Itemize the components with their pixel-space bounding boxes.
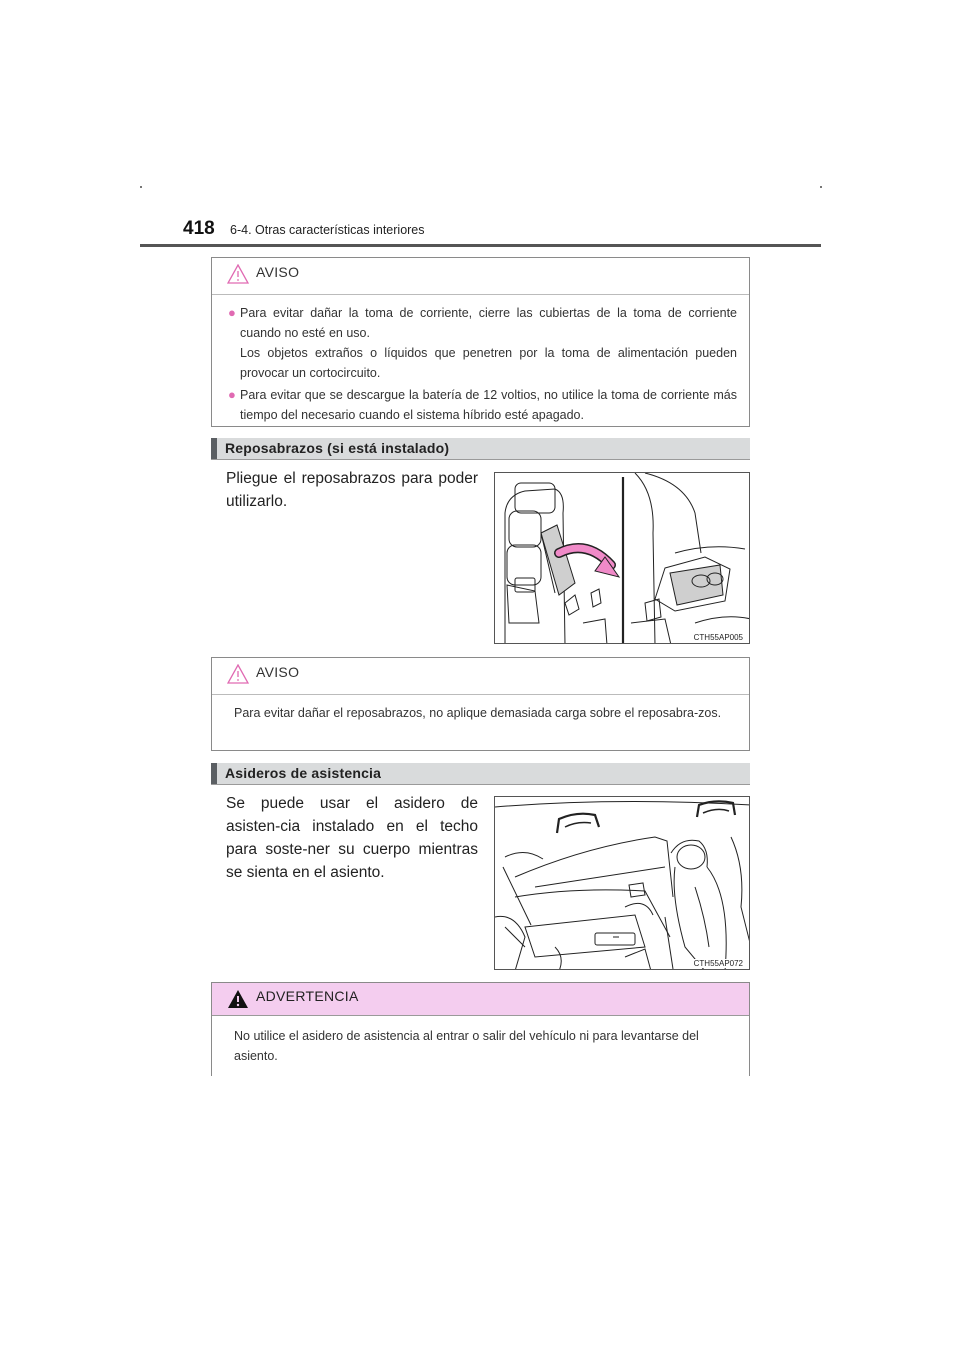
caution-body — [212, 695, 749, 723]
crop-mark-left — [140, 186, 142, 188]
caution-triangle-icon — [227, 664, 249, 684]
figure-code: CTH55AP005 — [693, 633, 743, 642]
warning-title: ADVERTENCIA — [256, 988, 359, 1004]
caution-body — [212, 295, 749, 425]
header-rule — [140, 244, 821, 247]
section-heading-grips — [211, 763, 750, 785]
caution-item-text: Para evitar dañar la toma de corriente, cierre las cubiertas de la toma de corriente cuando no esté en uso. — [240, 306, 737, 340]
heading-text: Reposabrazos (si está instalado) — [225, 440, 450, 456]
caution-item — [228, 385, 737, 425]
caution-header — [212, 258, 749, 295]
caution-box-armrest — [211, 657, 750, 751]
warning-box-assist-grip — [211, 982, 750, 1076]
caution-triangle-icon — [227, 264, 249, 284]
caution-item — [228, 303, 737, 383]
section-heading-armrest — [211, 438, 750, 460]
assist-grip-drawing — [495, 797, 750, 970]
warning-text: No utilice el asidero de asistencia al entrar o salir del vehículo ni para levantarse del asiento. — [234, 1029, 699, 1063]
caution-item-text: Los objetos extraños o líquidos que penetren por la toma de alimentación pueden provocar un cortocircuito. — [240, 346, 737, 380]
grips-paragraph: Se puede usar el asidero de asisten-cia instalado en el techo para soste-ner su cuerpo mientras se sienta en el asiento. — [226, 795, 478, 881]
warning-body — [212, 1016, 749, 1084]
bullet-icon: ● — [228, 305, 236, 320]
caution-item-text: Para evitar que se descargue la batería de 12 voltios, no utilice la toma de corriente más tiempo del necesario cuando el sistema híbrido esté apagado. — [240, 388, 737, 422]
figure-code: CTH55AP072 — [693, 959, 743, 968]
warning-header — [212, 983, 749, 1016]
page-number: 418 — [183, 218, 215, 239]
armrest-illustration — [494, 472, 750, 644]
caution-title: AVISO — [256, 264, 300, 280]
heading-marker — [211, 763, 217, 784]
caution-title: AVISO — [256, 664, 300, 680]
caution-box-power-outlet — [211, 257, 750, 427]
bullet-icon: ● — [228, 387, 236, 402]
heading-text: Asideros de asistencia — [225, 765, 382, 781]
caution-text: Para evitar dañar el reposabrazos, no aplique demasiada carga sobre el reposabra-zos. — [234, 706, 722, 720]
section-title: 6-4. Otras características interiores — [230, 223, 425, 237]
warning-triangle-icon — [227, 989, 249, 1009]
armrest-drawing — [495, 473, 750, 644]
heading-marker — [211, 438, 217, 459]
caution-header — [212, 658, 749, 695]
assist-grip-illustration — [494, 796, 750, 970]
armrest-paragraph: Pliegue el reposabrazos para poder utilizarlo. — [226, 470, 478, 510]
crop-mark-right — [820, 186, 822, 188]
